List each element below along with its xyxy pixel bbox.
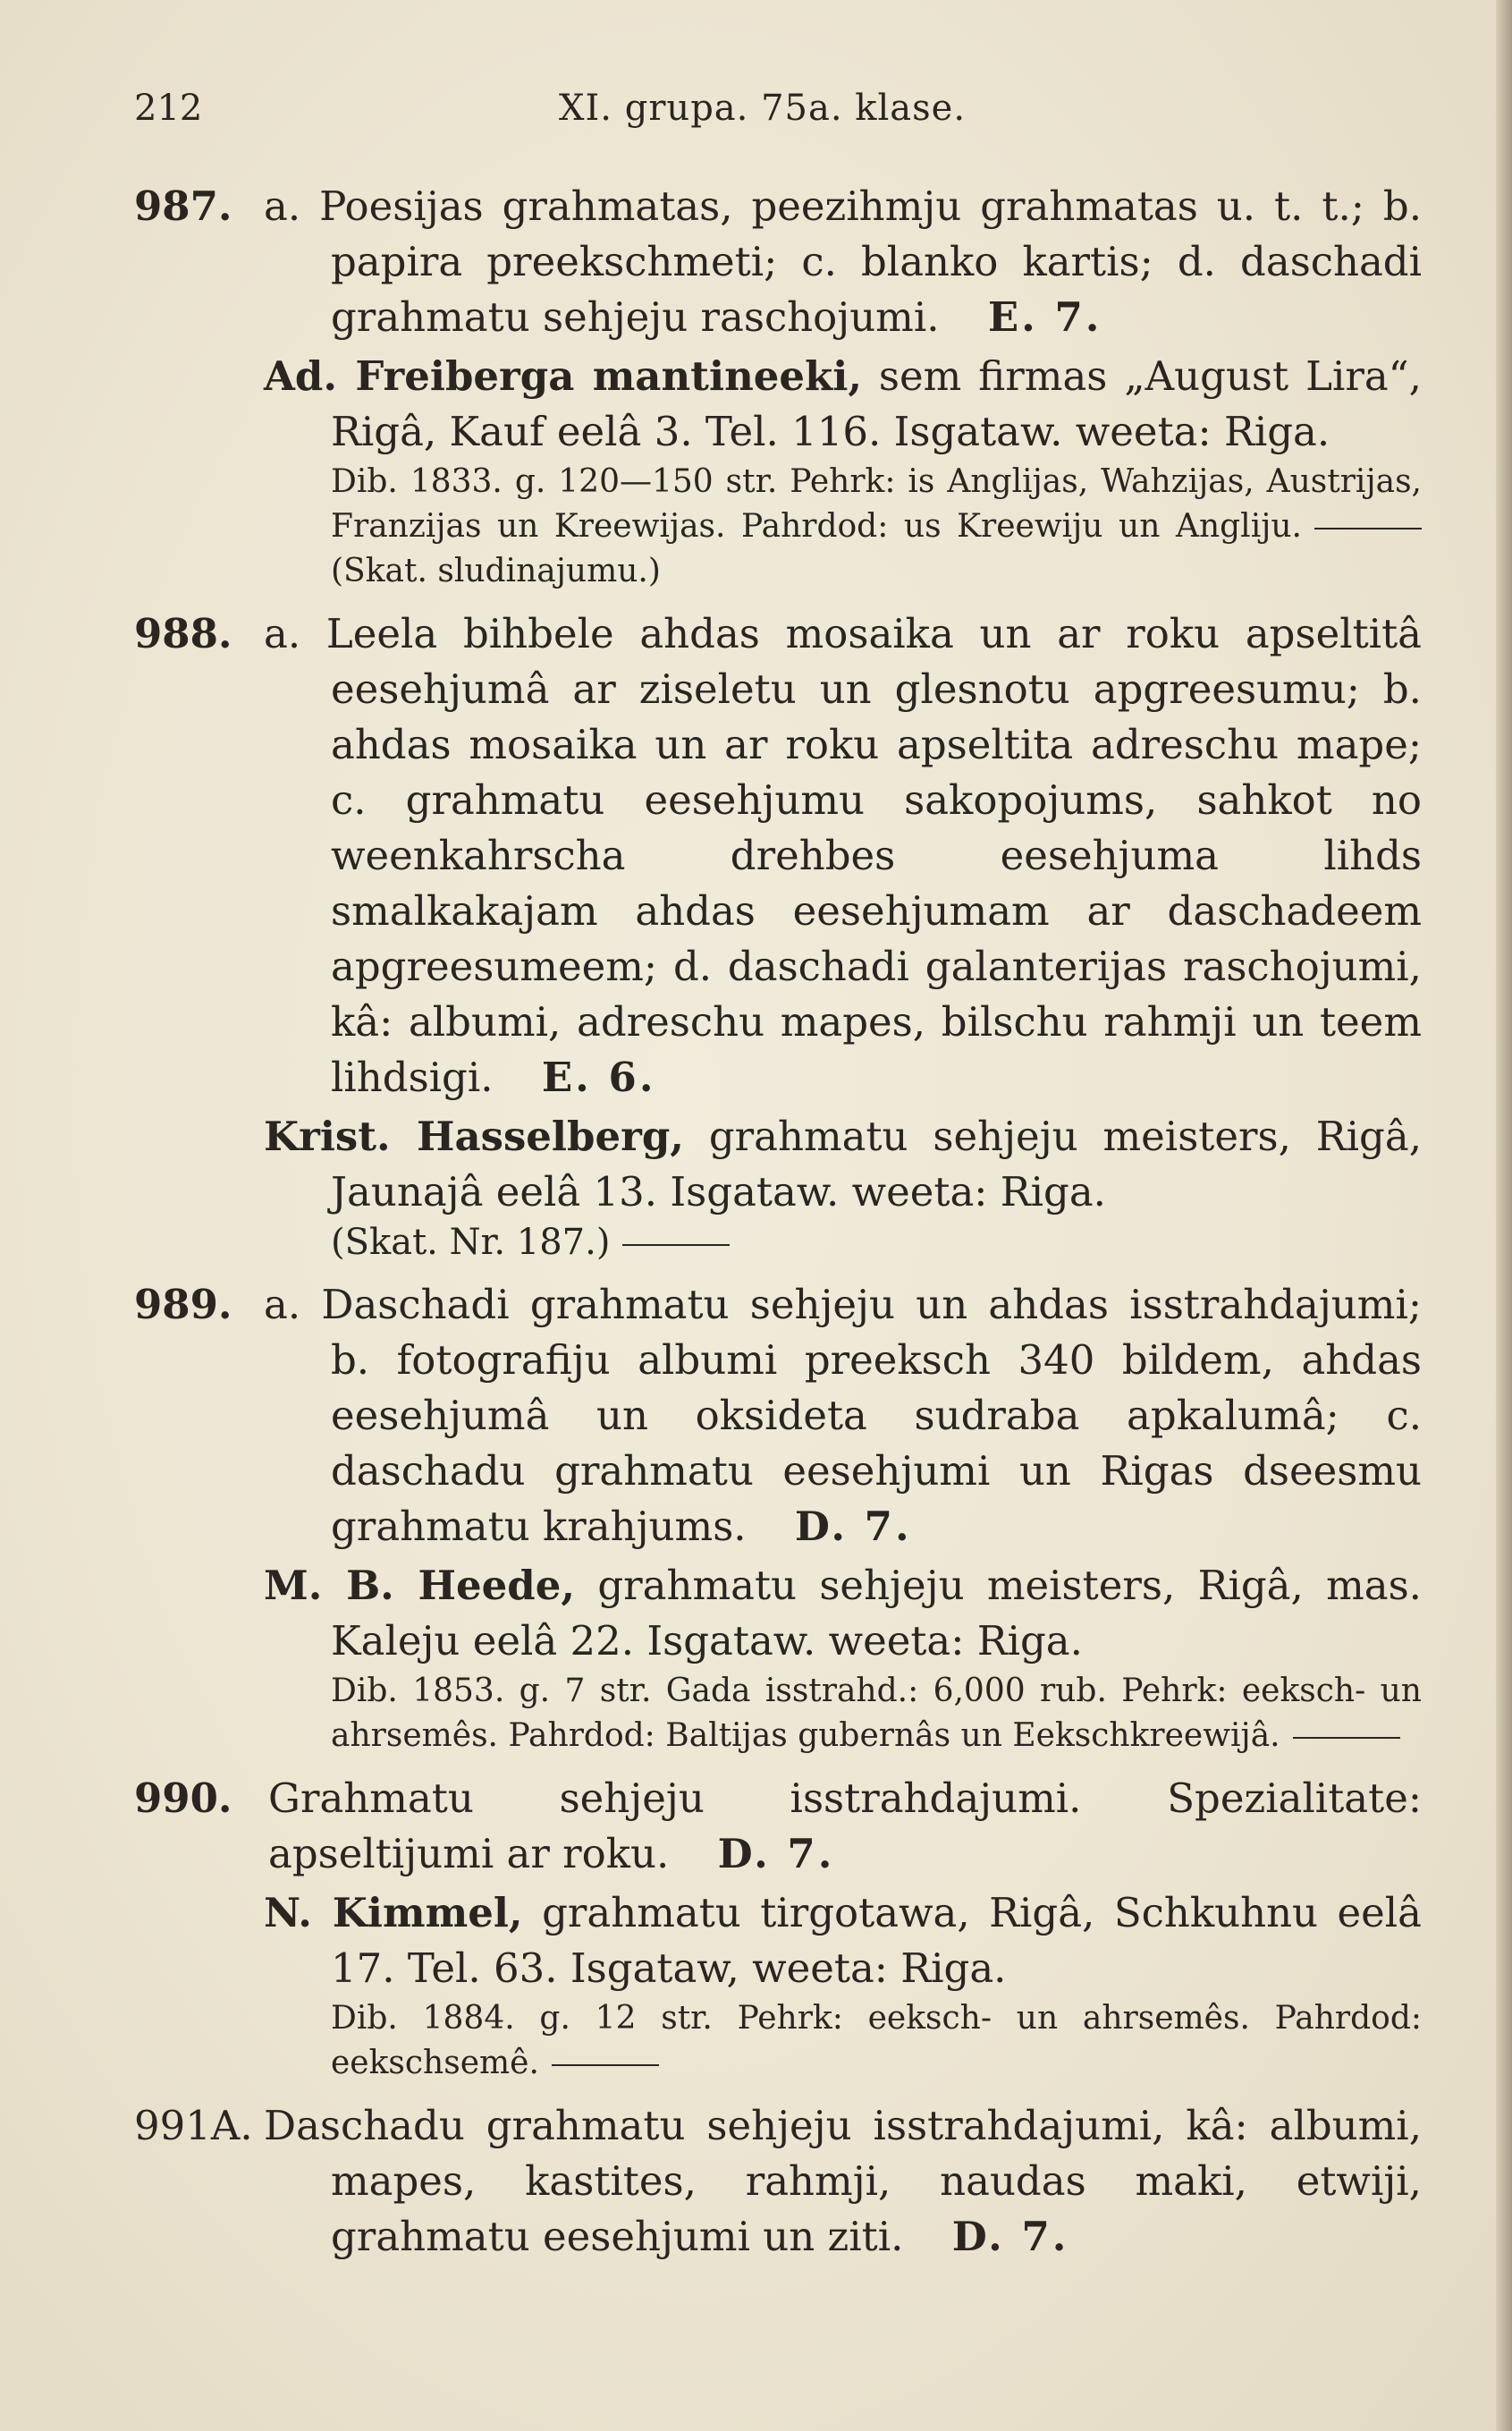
entry-code: E. 6.	[541, 1054, 656, 1101]
firm-name: Ad. Freiberga mantineeki,	[264, 352, 862, 400]
entry-code: E. 7.	[987, 293, 1102, 341]
firm-info: Dib. 1833. g. 120—150 str. Pehrk: is Anglijas, Wahzijas, Austrijas, Franzijas un Kreewijas. Pahrdod: us Kreewiju un Angliju.	[331, 463, 1422, 545]
entry-description: a. Daschadi grahmatu sehjeju un ahdas isstrahdajumi; b. fotografiju albumi preeksch 340 bildem, ahdas eesehjumâ un oksideta sudraba apkalumâ; c. daschadu grahmatu eesehjumi un Rigas dseesmu grahmatu krahjums.	[264, 1281, 1422, 1550]
entry-description: Grahmatu sehjeju isstrahdajumi. Spezialitate: apseltijumi ar roku.	[268, 1775, 1422, 1877]
firm-info: Dib. 1884. g. 12 str. Pehrk: eeksch- un ahrsemês. Pahrdod: eekschsemê.	[331, 2000, 1422, 2081]
firm-name: Krist. Hasselberg,	[264, 1113, 684, 1160]
firm-details: grahmatu tirgotawa, Rigâ, Schkuhnu eelâ 17. Tel. 63. Isgataw, weeta: Riga.	[331, 1889, 1422, 1992]
entry-description: a. Poesijas grahmatas, peezihmju grahmatas u. t. t.; b. papira preekschmeti; c. blanko kartis; d. daschadi grahmatu sehjeju raschojumi.	[264, 182, 1422, 341]
entry-number: 991A.	[134, 2102, 253, 2149]
firm-details: grahmatu sehjeju meisters, Rigâ, Jaunajâ eelâ 13. Isgataw. weeta: Riga.	[331, 1113, 1422, 1216]
entry-number: 988.	[134, 610, 232, 657]
page-edge	[1496, 0, 1512, 2431]
entry-code: D. 7.	[794, 1503, 912, 1550]
separator-rule	[552, 2064, 659, 2066]
catalog-entry-988	[134, 606, 1422, 1265]
entry-description: Daschadu grahmatu sehjeju isstrahdajumi, kâ: albumi, mapes, kastites, rahmji, naudas maki, etwiji, grahmatu eesehjumi un ziti.	[264, 2102, 1422, 2260]
separator-rule	[622, 1244, 730, 1246]
page-number: 212	[134, 88, 203, 129]
entry-number: 990.	[134, 1775, 232, 1822]
page-header	[134, 88, 1413, 141]
catalog-entry-987	[134, 179, 1422, 594]
firm-details: sem firmas „August Lira“, Rigâ, Kauf eelâ 3. Tel. 116. Isgataw. weeta: Riga.	[331, 352, 1422, 455]
catalog-entry-990	[134, 1771, 1422, 2086]
entry-number: 987.	[134, 182, 232, 230]
catalog-content	[134, 179, 1422, 2277]
catalog-entry-989	[134, 1277, 1422, 1758]
separator-rule	[1293, 1737, 1400, 1739]
entry-number: 989.	[134, 1281, 232, 1328]
firm-details: grahmatu sehjeju meisters, Rigâ, mas. Kaleju eelâ 22. Isgataw. weeta: Riga.	[331, 1562, 1422, 1664]
catalog-entry-991a	[134, 2098, 1422, 2265]
catalog-reference: (Skat. Nr. 187.)	[331, 1222, 611, 1263]
entry-code: D. 7.	[951, 2213, 1069, 2260]
separator-rule	[1314, 528, 1422, 529]
firm-name: M. B. Heede,	[264, 1562, 576, 1609]
firm-info: Dib. 1853. g. 7 str. Gada isstrahd.: 6,000 rub. Pehrk: eeksch- un ahrsemês. Pahrdod: Baltijas gubernâs un Eekschkreewijâ.	[331, 1673, 1422, 1754]
entry-code: D. 7.	[717, 1830, 835, 1877]
entry-description: a. Leela bihbele ahdas mosaika un ar roku apseltitâ eesehjumâ ar ziseletu un glesnotu apgreesumu; b. ahdas mosaika un ar roku apseltita adreschu mape; c. grahmatu eesehjumu sakopojums, sahkot no weenkahrscha drehbes eesehjuma lihds smalkakajam ahdas eesehjumam ar daschadeem apgreesumeem; d. daschadi galanterijas raschojumi, kâ: albumi, adreschu mapes, bilschu rahmji un teem lihdsigi.	[264, 610, 1422, 1101]
firm-name: N. Kimmel,	[264, 1889, 523, 1936]
section-title: XI. grupa. 75a. klase.	[559, 88, 967, 129]
catalog-reference: (Skat. sludinajumu.)	[331, 553, 661, 589]
